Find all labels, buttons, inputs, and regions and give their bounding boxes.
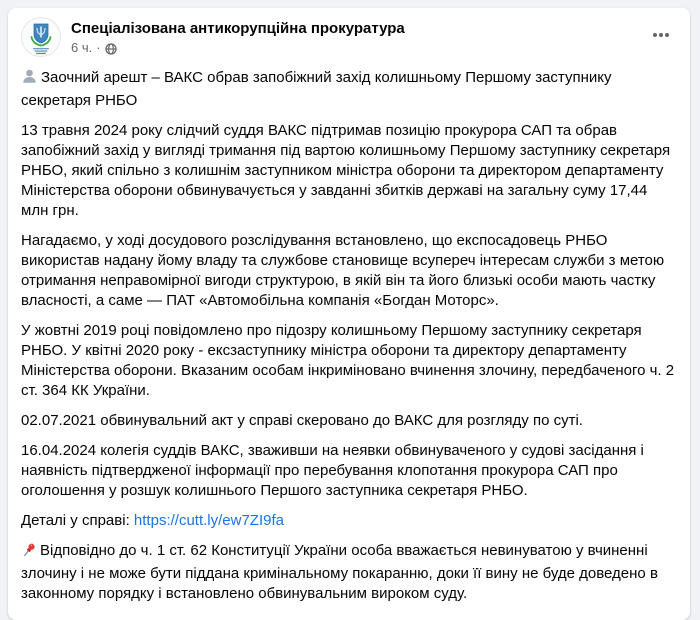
post-paragraph: 02.07.2021 обвинувальний акт у справі скеровано до ВАКС для розгляду по суті. [21,412,583,429]
post-paragraph: 16.04.2024 колегія суддів ВАКС, зваживши на неявки обвинуваченого у судові засідання і наявність підтвердженої інформації про перебування клопотання прокурора САП про оголошення у розшук колишнього Першого заступника секретаря РНБО. [21,442,644,499]
paragraph-text: Заочний арешт – ВАКС обрав запобіжний захід колишньому Першому заступнику секретаря РНБО [21,69,612,109]
person-silhouette-icon [21,68,38,91]
paragraph-text: Відповідно до ч. 1 ст. 62 Конституції України особа вважається невинуватою у вчиненні злочину і не може бути піддана кримінальному покаранню, доки її вину не буде доведено в законному порядку і встановлено обвинувальним вироком суду. [21,542,658,602]
post-paragraph: У жовтні 2019 році повідомлено про підозру колишньому Першому заступнику секретаря РНБО. У квітні 2020 року - ексзаступнику міністра оборони та директору департаменту Міністерства оборони. Вказаним особам інкриміновано вчинення злочину, передбаченого ч. 2 ст. 364 КК України. [21,322,675,399]
post-paragraph: Нагадаємо, у ході досудового розслідування встановлено, що експосадовець РНБО використав надану йому владу та службове становище всупереч інтересам служби з метою отримання неправомірної вигоди структурою, в якій він та його близькі особи мають частку власності, а саме — ПАТ «Автомобільна компанія «Богдан Моторс». [21,232,665,309]
sap-emblem-icon [21,17,61,57]
post-paragraph-link [21,511,677,531]
page-name-link[interactable]: Спеціалізована антикорупційна прокуратура [71,20,405,37]
post-body [21,68,677,604]
post-header [21,17,677,57]
post-meta [71,40,405,56]
three-dots-icon [651,25,671,45]
post-header-text [71,17,405,56]
meta-separator: · [96,40,101,55]
globe-icon [105,43,117,55]
case-details-link[interactable]: https://cutt.ly/ew7ZI9fa [133,512,284,529]
timestamp[interactable]: 6 ч. [71,40,93,55]
pushpin-icon [21,542,37,564]
post-options-button[interactable] [645,19,677,51]
link-label: Деталі у справі: [21,512,130,529]
post-paragraph-title [21,68,677,111]
facebook-post-card [8,8,690,620]
page-avatar[interactable] [21,17,61,57]
post-paragraph-disclaimer [21,541,677,604]
post-paragraph: 13 травня 2024 року слідчий суддя ВАКС підтримав позицію прокурора САП та обрав запобіжний захід у вигляді тримання під вартою колишньому Першому заступнику секретаря РНБО, який спільно з колишнім заступником міністра оборони та директором департаменту Міністерства оборони обвинувачується у завданні збитків державі на загальну суму 17,44 млн грн. [21,122,671,219]
